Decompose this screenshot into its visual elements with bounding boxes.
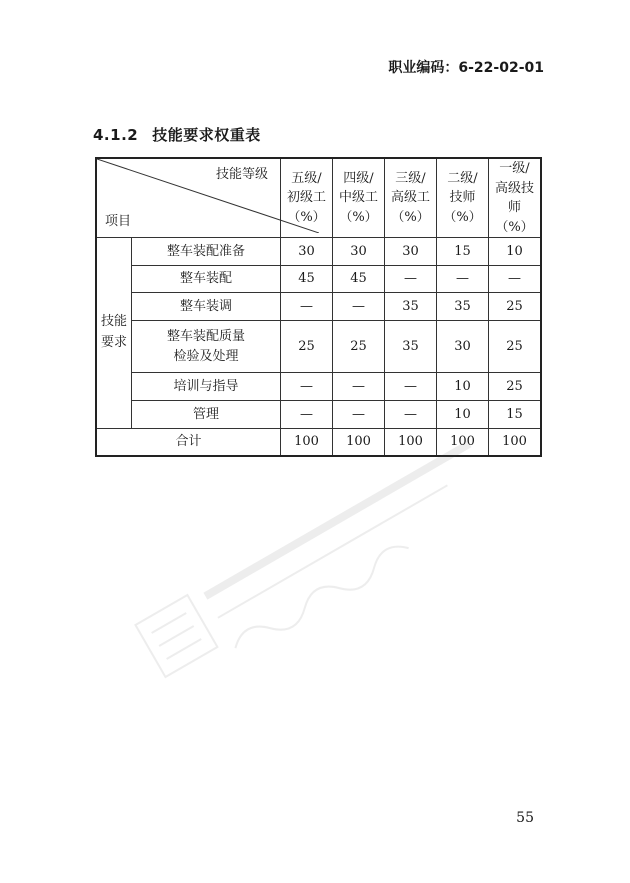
- table-row: [96, 266, 541, 293]
- skill-weight-table: [95, 157, 542, 457]
- table-row: [96, 321, 541, 373]
- occupation-code: 职业编码：6-22-02-01: [388, 60, 544, 76]
- section-number: 4.1.2: [93, 126, 139, 144]
- value-cell: 100: [281, 429, 333, 457]
- total-row: [96, 429, 541, 457]
- value-cell: —: [489, 266, 542, 293]
- table-row: [96, 238, 541, 266]
- item-label: 整车装配: [132, 266, 281, 293]
- value-cell: —: [281, 293, 333, 321]
- value-cell: 10: [437, 401, 489, 429]
- item-label: 整车装配准备: [132, 238, 281, 266]
- item-label: 培训与指导: [132, 373, 281, 401]
- value-cell: 30: [333, 238, 385, 266]
- table-header-row: [96, 158, 541, 238]
- table-row: [96, 401, 541, 429]
- page-number: 55: [516, 810, 534, 826]
- value-cell: —: [385, 401, 437, 429]
- value-cell: —: [333, 401, 385, 429]
- level-header: 一级/ 高级技师 （%）: [489, 158, 542, 238]
- value-cell: 35: [385, 293, 437, 321]
- level-header: 三级/ 高级工 （%）: [385, 158, 437, 238]
- value-cell: 30: [437, 321, 489, 373]
- table-row: [96, 373, 541, 401]
- item-label: 管理: [132, 401, 281, 429]
- section-heading: [93, 124, 261, 145]
- value-cell: 100: [437, 429, 489, 457]
- value-cell: 25: [333, 321, 385, 373]
- value-cell: 35: [437, 293, 489, 321]
- value-cell: —: [385, 373, 437, 401]
- value-cell: 25: [281, 321, 333, 373]
- value-cell: 30: [385, 238, 437, 266]
- value-cell: —: [333, 293, 385, 321]
- header-skill-level: 技能等级: [215, 167, 268, 182]
- level-header: 四级/ 中级工 （%）: [333, 158, 385, 238]
- value-cell: —: [333, 373, 385, 401]
- value-cell: 45: [281, 266, 333, 293]
- table-row: [96, 293, 541, 321]
- value-cell: 15: [437, 238, 489, 266]
- section-title: 技能要求权重表: [152, 126, 261, 144]
- item-label: 整车装配质量 检验及处理: [132, 321, 281, 373]
- value-cell: 15: [489, 401, 542, 429]
- value-cell: —: [437, 266, 489, 293]
- value-cell: 100: [489, 429, 542, 457]
- value-cell: 10: [437, 373, 489, 401]
- value-cell: 45: [333, 266, 385, 293]
- value-cell: 100: [333, 429, 385, 457]
- value-cell: 100: [385, 429, 437, 457]
- value-cell: —: [281, 401, 333, 429]
- value-cell: 35: [385, 321, 437, 373]
- value-cell: 25: [489, 321, 542, 373]
- value-cell: —: [281, 373, 333, 401]
- value-cell: 30: [281, 238, 333, 266]
- level-header: 二级/ 技师 （%）: [437, 158, 489, 238]
- value-cell: 25: [489, 373, 542, 401]
- header-item: 项目: [105, 213, 132, 229]
- value-cell: 10: [489, 238, 542, 266]
- total-label: 合计: [96, 429, 281, 457]
- group-label: 技能 要求: [96, 238, 132, 429]
- value-cell: —: [385, 266, 437, 293]
- value-cell: 25: [489, 293, 542, 321]
- level-header: 五级/ 初级工 （%）: [281, 158, 333, 238]
- item-label: 整车装调: [132, 293, 281, 321]
- diagonal-header-cell: [96, 158, 281, 238]
